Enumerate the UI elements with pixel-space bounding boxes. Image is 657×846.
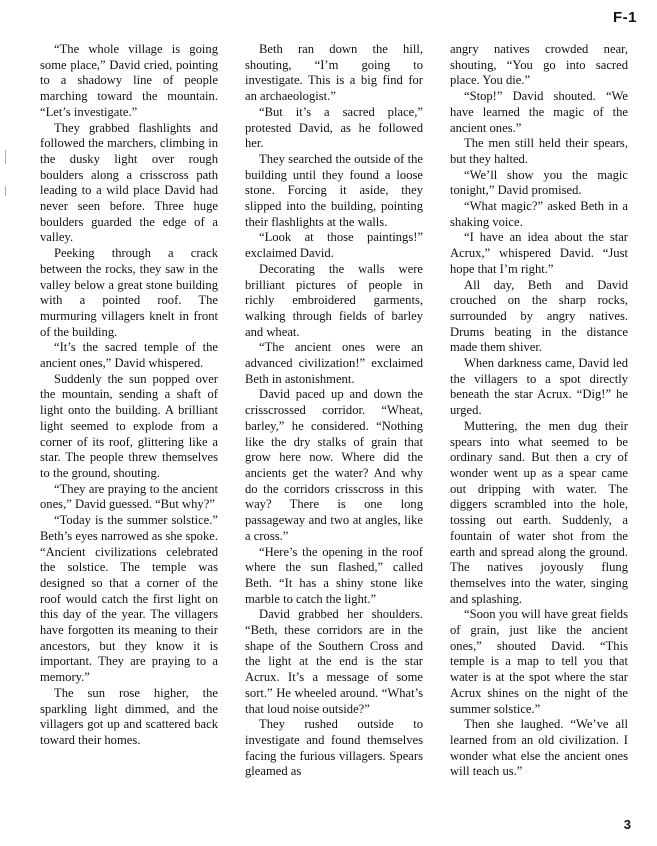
column-3 — [450, 42, 628, 780]
paragraph: “But it’s a sacred place,” protested David, as he followed her. — [245, 104, 423, 151]
paragraph: “Today is the summer solstice.” Beth’s eyes narrowed as she spoke. “Ancient civilizations celebrated the solstice. The temple was designed so that a corner of the roof would catch the first light on this day of the year. The villagers have forgotten its meaning to their ancestors, but they know it is important. They are praying to a memory.” — [40, 513, 218, 685]
paragraph: The men still held their spears, but they halted. — [450, 136, 628, 166]
paragraph: Decorating the walls were brilliant pictures of people in richly embroidered garments, walking through fields of barley and wheat. — [245, 261, 423, 339]
paragraph: “Stop!” David shouted. “We have learned the magic of the ancient ones.” — [450, 89, 628, 135]
paragraph: David paced up and down the crisscrossed corridor. “Wheat, barley,” he considered. “Nothing like the dry stalks of grain that grow here now. Where did the ancients get the water? And why do the corridors crisscross in this way? There is one long passageway and two at angles, like a cross.” — [245, 387, 423, 543]
paragraph: “They are praying to the ancient ones,” David guessed. “But why?” — [40, 481, 218, 512]
paragraph: When darkness came, David led the villagers to a spot directly beneath the star Acrux. “Dig!” he urged. — [450, 356, 628, 418]
paragraph: “Look at those paintings!” exclaimed David. — [245, 230, 423, 261]
paragraph: They rushed outside to investigate and found themselves facing the furious villagers. Spears gleamed as — [245, 717, 423, 779]
column-2 — [245, 42, 423, 780]
paragraph: They searched the outside of the building until they found a loose stone. Forcing it aside, they slipped into the building, pointing their flashlights at the walls. — [245, 151, 423, 229]
page-identifier: F-1 — [613, 9, 637, 26]
paragraph: angry natives crowded near, shouting, “You go into sacred place. You die.” — [450, 42, 628, 88]
paragraph: Muttering, the men dug their spears into what seemed to be ordinary sand. But then a cry of wonder went up as a spear came out dripping with water. The diggers scrambled into the hole, tossing out earth. Suddenly, a fountain of water shot from the earth and spread along the ground. The natives joyously flung themselves into the water, singing and splashing. — [450, 418, 628, 606]
paragraph: “Soon you will have great fields of grain, just like the ancient ones,” shouted David. “This temple is a map to tell you that water is at the spot where the star Acrux shines on the night of the summer solstice.” — [450, 607, 628, 716]
paragraph: Then she laughed. “We’ve all learned from an old civilization. I wonder what else the ancient ones will teach us.” — [450, 717, 628, 779]
paragraph: Beth ran down the hill, shouting, “I’m going to investigate. This is a big find for an archaeologist.” — [245, 42, 423, 104]
paragraph: “We’ll show you the magic tonight,” David promised. — [450, 167, 628, 198]
paragraph: Suddenly the sun popped over the mountain, sending a shaft of light onto the building. A brilliant light seemed to explode from a corner of its roof, glittering like a star. The people threw themselves to the ground, shouting. — [40, 371, 218, 480]
paragraph: They grabbed flashlights and followed the marchers, climbing in the dusky light over rough boulders along a crisscross path leading to a wild place David had never seen before. Three huge boulders guarded the edge of a valley. — [40, 120, 218, 245]
paragraph: Peeking through a crack between the rocks, they saw in the valley below a great stone building with a pointed roof. The murmuring villagers knelt in front of the building. — [40, 246, 218, 339]
paragraph: The sun rose higher, the sparkling light dimmed, and the villagers got up and scattered back toward their homes. — [40, 685, 218, 747]
page-number: 3 — [623, 817, 631, 832]
story-columns — [40, 42, 628, 780]
paragraph: “The ancient ones were an advanced civilization!” exclaimed Beth in astonishment. — [245, 340, 423, 386]
paragraph: “I have an idea about the star Acrux,” whispered David. “Just hope that I’m right.” — [450, 230, 628, 276]
paragraph: “It’s the sacred temple of the ancient ones,” David whispered. — [40, 340, 218, 371]
scan-margin-mark — [5, 186, 6, 196]
paragraph: All day, Beth and David crouched on the sharp rocks, surrounded by angry natives. Drums beating in the distance made them shiver. — [450, 277, 628, 355]
scan-margin-mark — [5, 150, 6, 164]
paragraph: “The whole village is going some place,” David cried, pointing to a shadowy line of people marching toward the mountain. “Let’s investigate.” — [40, 42, 218, 119]
paragraph: David grabbed her shoulders. “Beth, these corridors are in the shape of the Southern Cross and the light at the end is the star Acrux. It’s a message of some sort.” He wheeled around. “What’s that loud noise outside?” — [245, 607, 423, 716]
paragraph: “What magic?” asked Beth in a shaking voice. — [450, 199, 628, 229]
column-1 — [40, 42, 218, 780]
paragraph: “Here’s the opening in the roof where the sun flashed,” called Beth. “It has a shiny stone like marble to catch the light.” — [245, 544, 423, 606]
